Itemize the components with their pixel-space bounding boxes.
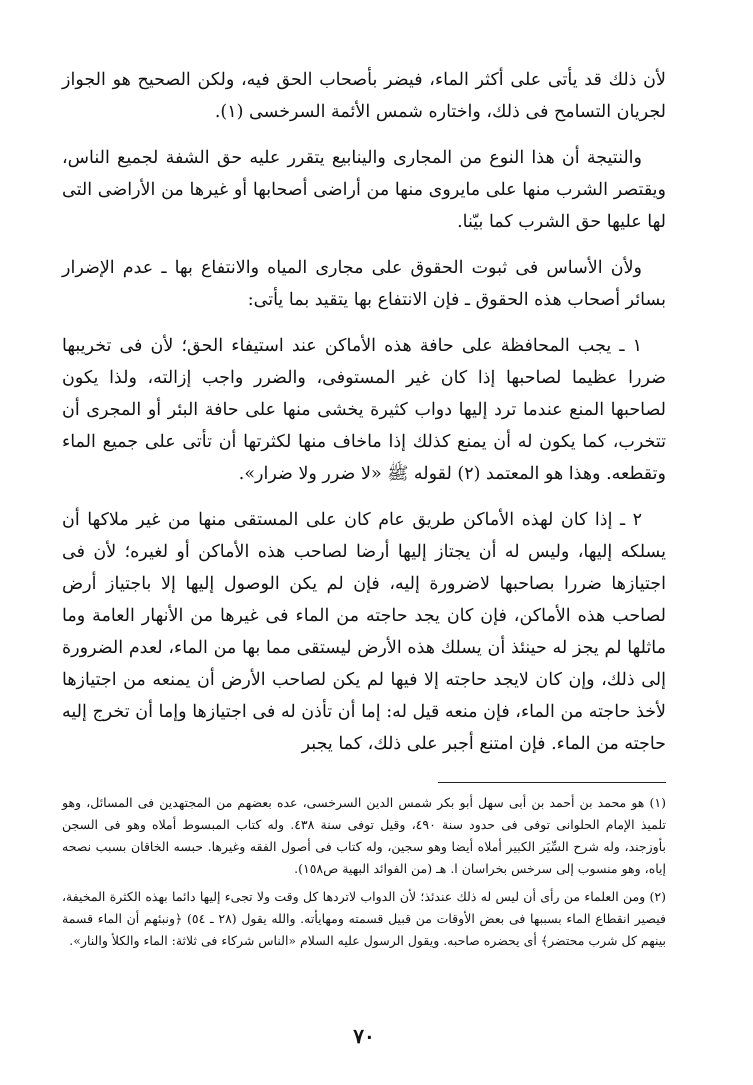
footnote: (١) هو محمد بن أحمد بن أبى سهل أبو بكر شمس الدين السرخسى، عده بعضهم من المجتهدين فى المسائل، وهو تلميذ الإمام الحلوانى توفى فى حدود سنة ٤٩٠، وقيل توفى سنة ٤٣٨. وله كتاب المبسوط أملاه وهو فى السجن بأوزجند، وله شرح السِّيَر الكبير أملاه أيضا وهو سجين، وله كتاب فى أصول الفقه وغيرها. حبسه الخاقان بسبب نصحه إياه، وهو منسوب إلى سرخس بخراسان ا. هـ (من الفوائد البهية ص١٥٨). bbox=[62, 795, 666, 876]
footnotes bbox=[62, 792, 666, 952]
footnote-divider bbox=[438, 782, 666, 783]
body-paragraph: والنتيجة أن هذا النوع من المجارى والينابيع يتقرر عليه حق الشفة لجميع الناس، ويقتصر الشرب منها على مايروى منها من أراضى أصحابها أو غيرها من الأراضى التى لها عليها حق الشرب كما بيّنا. bbox=[62, 148, 666, 232]
page-number: ٧٠ bbox=[353, 1024, 375, 1048]
footnote: (٢) ومن العلماء من رأى أن ليس له ذلك عندئذ؛ لأن الدواب لاتردها كل وقت ولا تجىء إليها دائما بهذه الكثرة المخيفة، فيصير انقطاع الماء بسببها فى بعض الأوقات من قبيل قسمته ومهايأته. والله يقول (٢٨ ـ ٥٤) ﴿ونبئهم أن الماء قسمة بينهم كل شرب محتضر﴾ أى يحضره صاحبه. ويقول الرسول عليه السلام «الناس شركاء فى ثلاثة: الماء والكلأ والنار». bbox=[62, 889, 667, 948]
body-paragraph: ٢ ـ إذا كان لهذه الأماكن طريق عام كان على المستقى منها من غير ملاكها أن يسلكه إليها، وليس له أن يجتاز إليها أرضا لصاحب هذه الأماكن أو لغيره؛ لأن فى اجتيازها ضررا بصاحبها لاضرورة إليه، فإن لم يكن الوصول إليها إلا باجتياز أرض لصاحب هذه الأماكن، فإن كان يجد حاجته من الماء فى غيرها من الأنهار العامة وما ماثلها لم يجز له حينئذ أن يسلك هذه الأرض ليستقى مما بها من الماء، لعدم الضرورة إلى ذلك، وإن كان لايجد حاجته إلا فيها لم يكن لصاحب الأرض أن يمنعه من اجتيازها لأخذ حاجته من الماء، فإن منعه قيل له: إما أن تأذن له فى اجتيازها وإما أن تخرج إليه حاجته من الماء. فإن امتنع أجبر على ذلك، كما يجبر bbox=[62, 510, 666, 754]
body-paragraph: ١ ـ يجب المحافظة على حافة هذه الأماكن عند استيفاء الحق؛ لأن فى تخريبها ضررا عظيما لصاحبها إذا كان غير المستوفى، والضرر واجب إزالته، ولذا يكون لصاحبها المنع عندما ترد إليها دواب كثيرة يخشى منها على حافة البئر أو المجرى أن تتخرب، كما يكون له أن يمنع كذلك إذا ماخاف منها لكثرتها أن تأتى على جميع الماء وتقطعه. وهذا هو المعتمد (٢) لقوله ﷺ «لا ضرر ولا ضرار». bbox=[62, 336, 666, 484]
body-paragraph: لأن ذلك قد يأتى على أكثر الماء، فيضر بأصحاب الحق فيه، ولكن الصحيح هو الجواز لجريان التسامح فى ذلك، واختاره شمس الأئمة السرخسى (١). bbox=[62, 70, 666, 122]
page bbox=[62, 64, 666, 1054]
body-paragraph: ولأن الأساس فى ثبوت الحقوق على مجارى المياه والانتفاع بها ـ عدم الإضرار بسائر أصحاب هذه الحقوق ـ فإن الانتفاع بها يتقيد بما يأتى: bbox=[62, 258, 666, 310]
